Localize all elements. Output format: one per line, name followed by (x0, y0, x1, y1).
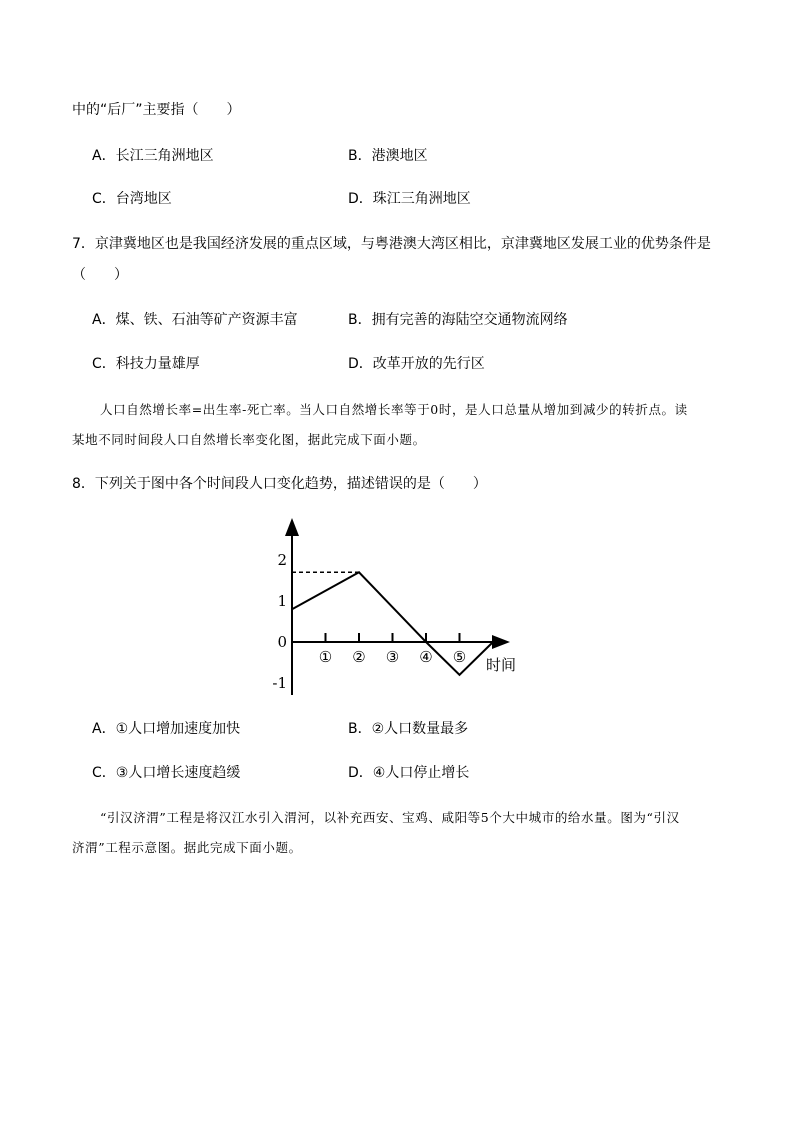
q7-stem-line1: 7．京津冀地区也是我国经济发展的重点区域，与粤港澳大湾区相比，京津冀地区发展工业的优势条件是 (72, 236, 711, 252)
q8-option-b[interactable]: B．②人口数量最多 (348, 721, 469, 737)
q6-option-a[interactable]: A．长江三角洲地区 (92, 148, 214, 164)
x-axis-label: 时间 (486, 656, 517, 674)
y-tick-label: -1 (272, 674, 287, 692)
passage2-line1: “引汉济渭”工程是将汉江水引入渭河，以补充西安、宝鸡、咸阳等5个大中城市的给水量。图为“引汉 (100, 810, 680, 825)
q6-option-c[interactable]: C．台湾地区 (92, 191, 172, 207)
y-tick-label: 1 (277, 592, 287, 610)
q6-option-d[interactable]: D．珠江三角洲地区 (348, 191, 471, 207)
q8-stem: 8．下列关于图中各个时间段人口变化趋势，描述错误的是（ ） (72, 476, 487, 492)
x-axis-arrow (492, 635, 510, 649)
x-tick-label: ⑤ (452, 648, 467, 666)
x-tick-label: ④ (419, 648, 433, 666)
passage1-line1: 人口自然增长率=出生率-死亡率。当人口自然增长率等于0时，是人口总量从增加到减少的转折点。读 (100, 402, 688, 417)
q8-option-a[interactable]: A．①人口增加速度加快 (92, 721, 241, 737)
y-tick-label: 0 (277, 633, 287, 651)
x-tick-label: ① (318, 648, 333, 666)
x-tick-label: ② (352, 648, 366, 666)
y-tick-label: 2 (277, 551, 287, 569)
q7-option-b[interactable]: B．拥有完善的海陆空交通物流网络 (348, 312, 568, 328)
q7-stem-line2: （ ） (72, 267, 128, 283)
y-axis-arrow (285, 518, 299, 536)
x-tick-label: ③ (385, 648, 400, 666)
q7-option-c[interactable]: C．科技力量雄厚 (92, 356, 200, 372)
population-growth-chart (260, 510, 530, 705)
passage1-line2: 某地不同时间段人口自然增长率变化图，据此完成下面小题。 (72, 432, 426, 447)
passage2-line2: 济渭”工程示意图。据此完成下面小题。 (72, 840, 302, 855)
q8-option-c[interactable]: C．③人口增长速度趋缓 (92, 765, 241, 781)
q7-option-a[interactable]: A．煤、铁、石油等矿产资源丰富 (92, 312, 298, 328)
q6-stem-cont: 中的“后厂”主要指（ ） (72, 102, 241, 118)
q8-option-d[interactable]: D．④人口停止增长 (348, 765, 470, 781)
q7-option-d[interactable]: D．改革开放的先行区 (348, 356, 485, 372)
q6-option-b[interactable]: B．港澳地区 (348, 148, 428, 164)
